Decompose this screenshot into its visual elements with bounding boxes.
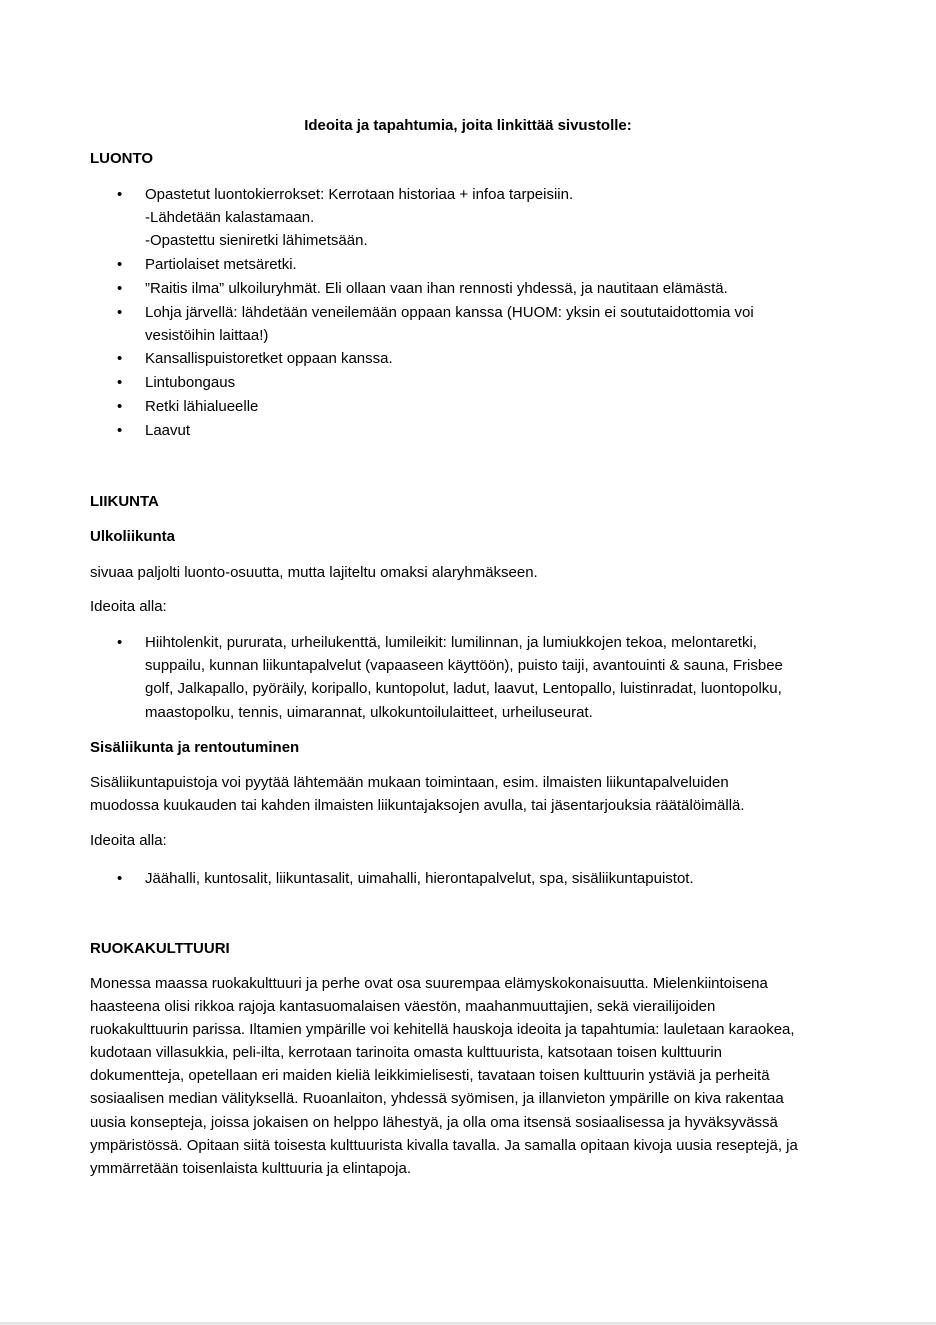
ulkoliikunta-list [90, 631, 850, 724]
list-item-text: Retki lähialueelle [145, 397, 259, 415]
list-item [90, 371, 850, 394]
list-item-text: golf, Jalkapallo, pyöräily, koripallo, kuntopolut, ladut, laavut, Lentopallo, luistinradat, luontopolku, [145, 680, 782, 698]
list-item [90, 253, 850, 276]
section-heading-liikunta: LIIKUNTA [90, 493, 159, 510]
list-item-text: -Lähdetään kalastamaan. [145, 209, 315, 227]
list-item-text: -Opastettu sieniretki lähimetsään. [145, 232, 368, 250]
bullet-icon: • [117, 350, 123, 368]
sisaliikunta-intro [90, 771, 860, 817]
paragraph-line: sosiaalisen median välityksellä. Ruoanlaiton, yhdessä syömisen, ja illanvieton ympärille on kiva rakentaa [90, 1090, 784, 1108]
bullet-icon: • [117, 303, 123, 321]
list-item-text: Opastetut luontokierrokset: Kerrotaan historiaa + infoa tarpeisiin. [145, 186, 574, 203]
list-item-text: Jäähalli, kuntosalit, liikuntasalit, uimahalli, hierontapalvelut, spa, sisäliikuntapuistot. [145, 870, 694, 887]
document-title: Ideoita ja tapahtumia, joita linkittää sivustolle: [304, 117, 632, 134]
list-item-text: Kansallispuistoretket oppaan kanssa. [145, 350, 393, 368]
list-item-text: Lohja järvellä: lähdetään veneilemään oppaan kanssa (HUOM: yksin ei soututaidottomia voi [145, 303, 754, 321]
list-item [90, 631, 850, 724]
subheading-ulkoliikunta: Ulkoliikunta [90, 528, 176, 545]
list-item-text: suppailu, kunnan liikuntapalvelut (vapaaseen käyttöön), puisto taiji, avantouinti & sauna, Frisbee [145, 657, 783, 675]
list-item [90, 419, 850, 442]
list-item-text: vesistöihin laittaa!) [145, 326, 269, 344]
sisaliikunta-ideas-label: Ideoita alla: [90, 832, 167, 849]
bullet-icon: • [117, 374, 123, 392]
luonto-list [90, 183, 850, 442]
bullet-icon: • [117, 634, 123, 651]
bullet-icon: • [117, 186, 123, 203]
paragraph-line: kudotaan villasukkia, peli-ilta, kerrotaan tarinoita omasta kulttuurista, katsotaan toisen kulttuurin [90, 1044, 722, 1062]
list-item [90, 395, 850, 418]
list-item-text: ”Raitis ilma” ulkoiluryhmät. Eli ollaan vaan ihan rennosti yhdessä, ja nautitaan elämästä. [145, 279, 728, 297]
section-heading-luonto: LUONTO [90, 150, 154, 167]
bullet-icon: • [117, 421, 123, 439]
paragraph-line: Monessa maassa ruokakulttuuri ja perhe ovat osa suurempaa elämyskokonaisuutta. Mielenkiintoisena [90, 975, 768, 992]
list-item [90, 867, 850, 890]
paragraph-line: Sisäliikuntapuistoja voi pyytää lähtemään mukaan toimintaan, esim. ilmaisten liikuntapalveluiden [90, 774, 729, 791]
bullet-icon: • [117, 870, 123, 887]
paragraph-line: ruokakulttuurin parissa. Iltamien ympärille voi kehitellä hauskoja ideoita ja tapahtumia: lauletaan karaokea, [90, 1021, 795, 1039]
bullet-icon: • [117, 279, 123, 297]
section-heading-ruokakulttuuri: RUOKAKULTTUURI [90, 940, 230, 957]
list-item [90, 347, 850, 370]
ulkoliikunta-ideas-label: Ideoita alla: [90, 598, 167, 615]
paragraph-line: dokumentteja, opetellaan eri maiden kieliä leikkimielisesti, tavataan toisen kulttuurin ystäviä ja perheitä [90, 1067, 770, 1085]
bullet-icon: • [117, 256, 123, 274]
paragraph-line: ymmärretään toisenlaista kulttuuria ja elintapoja. [90, 1159, 411, 1177]
paragraph-line: muodossa kuukauden tai kahden ilmaisten liikuntajaksojen avulla, tai jäsentarjouksia räätälöimällä. [90, 797, 745, 815]
list-item-text: Hiihtolenkit, pururata, urheilukenttä, lumileikit: lumilinnan, ja lumiukkojen tekoa, melontaretki, [145, 634, 757, 651]
ulkoliikunta-intro: sivuaa paljolti luonto-osuutta, mutta lajiteltu omaksi alaryhmäkseen. [90, 564, 538, 581]
sisaliikunta-list [90, 867, 850, 891]
list-item [90, 277, 850, 300]
list-item [90, 301, 850, 347]
subheading-sisaliikunta: Sisäliikunta ja rentoutuminen [90, 739, 300, 756]
paragraph-line: ympäristössä. Opitaan siitä toisesta kulttuurista kivalla tavalla. Ja samalla opitaan kivoja uusia reseptejä, ja [90, 1136, 798, 1154]
list-item-text: Lintubongaus [145, 374, 236, 392]
paragraph-line: uusia konsepteja, joissa jokaisen on helppo lähestyä, ja olla oma itsensä sosiaalisessa ja hyväksyvässä [90, 1113, 778, 1131]
list-item-text: Partiolaiset metsäretki. [145, 256, 297, 274]
list-item-text: maastopolku, tennis, uimarannat, ulkokuntoilulaitteet, urheiluseurat. [145, 703, 593, 721]
list-item-text: Laavut [145, 421, 191, 439]
bullet-icon: • [117, 397, 123, 415]
list-item [90, 183, 850, 253]
paragraph-line: haasteena olisi rikkoa rajoja kantasuomalaisen väestön, maahanmuuttajien, sekä vierailijoiden [90, 998, 716, 1016]
ruokakulttuuri-paragraph [90, 972, 860, 1180]
